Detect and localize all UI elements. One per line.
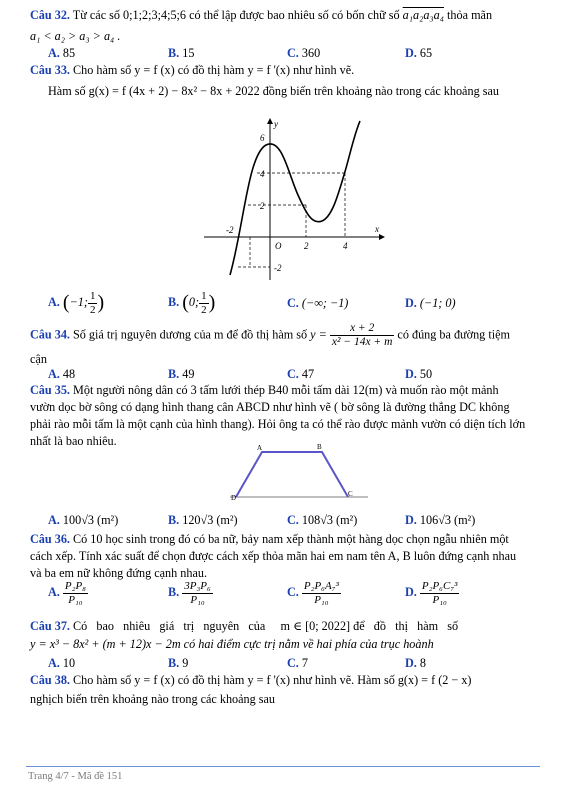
tick-y4: 4	[260, 169, 265, 179]
q32-option-d[interactable]: D. 65	[405, 46, 433, 60]
q35-option-a[interactable]: A. 100√3 (m²)	[48, 513, 119, 527]
tick-y2: 2	[260, 201, 265, 211]
q33-line1	[30, 63, 354, 78]
q33-label: Câu 33.	[30, 63, 70, 77]
origin-label: O	[275, 241, 282, 251]
q33-option-c[interactable]: C. (−∞; −1)	[287, 296, 349, 310]
q38-label: Câu 38.	[30, 673, 70, 687]
q36-option-d[interactable]: D. $\frac{\text{P₂P₆C₇³}}{\text{P₁₀}}$	[405, 580, 458, 606]
tick-x2: 2	[304, 241, 309, 251]
tick-y6: 6	[260, 133, 265, 143]
q34-option-b[interactable]: B. 49	[168, 367, 195, 381]
q36-option-c[interactable]: C. $\frac{\text{P₂P₆A₇³}}{\text{P₁₀}}$	[287, 580, 339, 606]
q37-label: Câu 37.	[30, 619, 70, 633]
derivative-curve	[230, 121, 360, 275]
q32-line1	[30, 8, 492, 23]
guide-lines	[238, 173, 345, 267]
q34-label: Câu 34.	[30, 327, 70, 342]
q34-text: Số giá trị nguyên dương của m để đồ thị hàm số	[73, 327, 308, 342]
q37-line1: Câu 37. Có bao nhiêu giá trị nguyên của m ∈ [0; 2022] để đồ thị hàm số	[30, 619, 459, 633]
q33-option-b[interactable]: B. (0; $\frac{1}{2}$ )	[168, 290, 216, 316]
q38-line2: nghịch biến trên khoảng nào trong các khoảng sau	[30, 692, 276, 706]
q34-option-a[interactable]: A. 48	[48, 367, 76, 381]
y-label: y	[274, 119, 278, 129]
q37-line2: y = x³ − 8x² + (m + 12)x − 2m có hai điểm cực trị nằm về hai phía của trục hoành	[30, 637, 434, 651]
tick-x4: 4	[343, 241, 348, 251]
q33-option-d[interactable]: D. (−1; 0)	[405, 296, 456, 310]
q36-line1: Câu 36. Có 10 học sinh trong đó có ba nữ, bảy nam xếp thành một hàng dọc chọn ngẫu nhiên một	[30, 532, 509, 546]
q37-option-a[interactable]: A. 10	[48, 656, 76, 670]
footer-divider	[26, 766, 540, 767]
q33-text: Cho hàm số y = f (x) có đồ thị hàm y = f '(x) như hình vẽ.	[73, 63, 355, 77]
point-d: D	[231, 494, 237, 502]
q34-option-d[interactable]: D. 50	[405, 367, 433, 381]
point-c: C	[348, 490, 353, 498]
q32-condition: a₁ < a₂ > a₃ > a₄ .	[30, 29, 121, 43]
fence	[236, 452, 348, 497]
q37-option-d[interactable]: D. 8	[405, 656, 426, 670]
q35-line3: phải rào mỗi tấm là một cạnh của hình thang). Hỏi ông ta có thể rào được mảnh vườn có diện tích lớn	[30, 417, 526, 431]
q37-option-c[interactable]: C. 7	[287, 656, 308, 670]
q36-option-b[interactable]: B. $\frac{\text{3P₃P₆}}{\text{P₁₀}}$	[168, 580, 211, 606]
q36-label: Câu 36.	[30, 532, 70, 546]
point-a: A	[257, 444, 263, 452]
q32-number: a₁a₂a₃a₄	[402, 8, 444, 22]
q35-option-b[interactable]: B. 120√3 (m²)	[168, 513, 238, 527]
q36-option-a[interactable]: A. $\frac{\text{P₂P₈}}{\text{P₁₀}}$	[48, 580, 86, 606]
q35-line2: vườn dọc bờ sông có dạng hình thang cân ABCD như hình vẽ ( bờ sông là đường thẳng DC không	[30, 400, 510, 414]
q34-line1: Câu 34. Số giá trị nguyên dương của m để đồ thị hàm số y = $\frac{x + 2}{\text{x² − 14x + m}}$ có đúng ba đường tiệm	[30, 322, 510, 349]
q35-option-c[interactable]: C. 108√3 (m²)	[287, 513, 358, 527]
q33-line2: Hàm số g(x) = f (4x + 2) − 8x² − 8x + 2022 đồng biến trên khoảng nào trong các khoảng sau	[48, 84, 499, 98]
q33-graph	[200, 115, 390, 283]
q35-line1: Câu 35. Một người nông dân có 3 tấm lưới thép B40 mỗi tấm dài 12(m) và muốn rào một mảnh	[30, 383, 499, 397]
q32-option-b[interactable]: B. 15	[168, 46, 195, 60]
q36-line2: cách xếp. Tính xác suất để chọn được cách xếp thỏa mãn hai em nam tên A, B luôn đứng cạnh nhau	[30, 549, 517, 563]
tick-ym2: -2	[274, 263, 282, 273]
q36-line3: và ba em nữ không đứng cạnh nhau.	[30, 566, 208, 580]
q32-option-a[interactable]: A. 85	[48, 46, 76, 60]
q34-option-c[interactable]: C. 47	[287, 367, 315, 381]
x-label: x	[375, 224, 379, 234]
q33-option-a[interactable]: A. (−1; $\frac{1}{2}$ )	[48, 290, 105, 316]
q34-line2: cận	[30, 352, 47, 366]
q35-line4: nhất là bao nhiêu.	[30, 434, 117, 448]
q34-fraction: $\frac{x + 2}{\text{x² − 14x + m}}$	[331, 322, 393, 349]
q32-option-c[interactable]: C. 360	[287, 46, 321, 60]
point-b: B	[317, 443, 322, 451]
q35-label: Câu 35.	[30, 383, 70, 397]
q35-option-d[interactable]: D. 106√3 (m²)	[405, 513, 476, 527]
q35-trapezoid	[228, 440, 370, 504]
tick-xm2: -2	[226, 225, 234, 235]
q37-option-b[interactable]: B. 9	[168, 656, 189, 670]
q38-line1: Câu 38. Cho hàm số y = f (x) có đồ thị hàm y = f '(x) như hình vẽ. Hàm số g(x) = f (2 − x)	[30, 673, 472, 687]
page-footer: Trang 4/7 - Mã đề 151	[28, 771, 123, 782]
q34-text2: có đúng ba đường tiệm	[397, 327, 510, 342]
q32-label: Câu 32.	[30, 8, 70, 22]
q32-text: Từ các số 0;1;2;3;4;5;6 có thể lập được bao nhiêu số có bốn chữ số	[72, 8, 400, 22]
q32-text2: thỏa mãn	[447, 8, 493, 22]
